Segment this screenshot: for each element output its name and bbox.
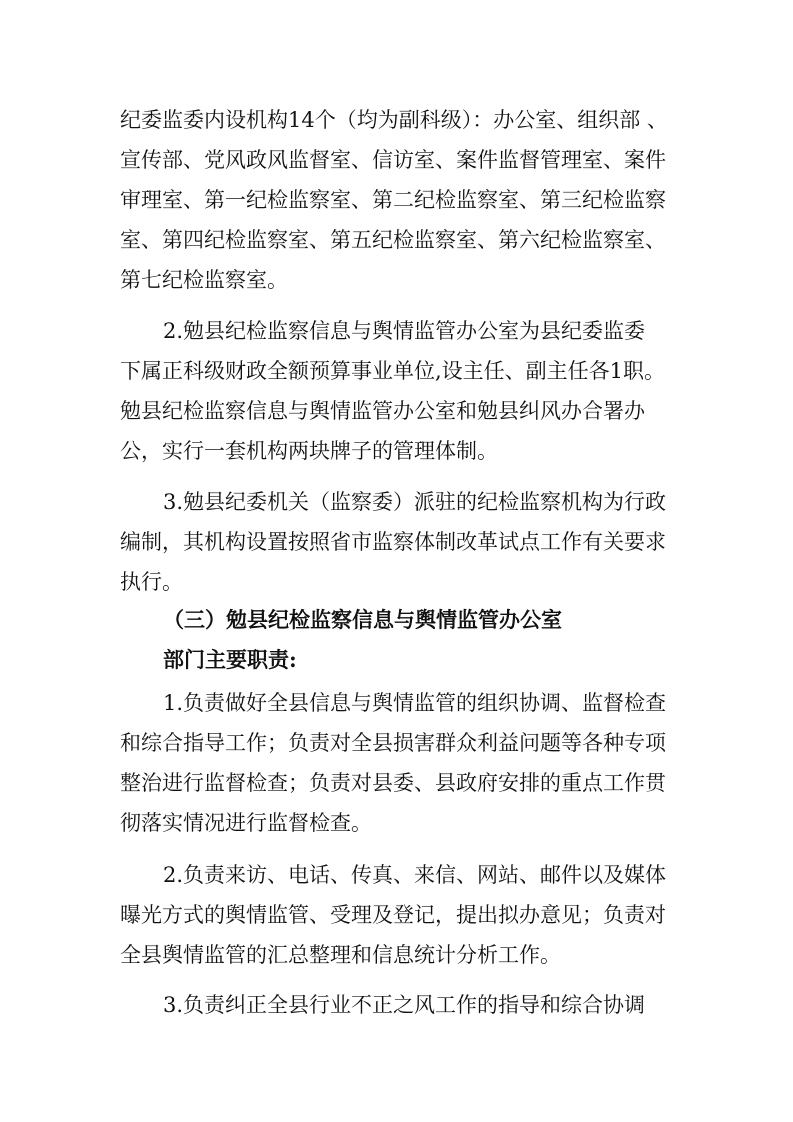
body-text-line: 执行。 xyxy=(120,570,183,594)
body-text-line: 彻落实情况进行监督检查。 xyxy=(120,811,372,835)
body-text-line: 第七纪检监察室。 xyxy=(120,268,288,292)
body-text-line: 宣传部、党风政风监督室、信访室、案件监督管理室、案件 xyxy=(120,148,666,172)
body-text-line: 编制，其机构设置按照省市监察体制改革试点工作有关要求 xyxy=(120,530,666,554)
body-text-line: 下属正科级财政全额预算事业单位,设主任、副主任各1职。 xyxy=(120,359,666,383)
body-text-line: 全县舆情监管的汇总整理和信息统计分析工作。 xyxy=(120,943,561,967)
body-text-line: 审理室、第一纪检监察室、第二纪检监察室、第三纪检监察 xyxy=(120,188,666,212)
body-text-line: 勉县纪检监察信息与舆情监管办公室和勉县纠风办合署办 xyxy=(120,399,645,423)
section-heading: （三）勉县纪检监察信息与舆情监管办公室 xyxy=(163,607,562,632)
body-text-line: 和综合指导工作；负责对全县损害群众利益问题等各种专项 xyxy=(120,731,666,755)
duty-3-line: 3.负责纠正全县行业不正之风工作的指导和综合协调 xyxy=(163,993,646,1017)
body-text-line: 公，实行一套机构两块牌子的管理体制。 xyxy=(120,439,498,463)
body-text-line: 室、第四纪检监察室、第五纪检监察室、第六纪检监察室、 xyxy=(120,228,666,252)
subsection-heading: 部门主要职责: xyxy=(163,647,297,672)
body-text-line: 曝光方式的舆情监管、受理及登记，提出拟办意见；负责对 xyxy=(120,903,666,927)
body-text-line: 整治进行监督检查；负责对县委、县政府安排的重点工作贯 xyxy=(120,771,666,795)
item-3-line: 3.勉县纪委机关（监察委）派驻的纪检监察机构为行政 xyxy=(163,490,667,514)
body-text-line: 纪委监委内设机构14个（均为副科级）：办公室、组织部 、 xyxy=(120,108,668,132)
duty-2-line: 2.负责来访、电话、传真、来信、网站、邮件以及媒体 xyxy=(163,863,667,887)
duty-1-line: 1.负责做好全县信息与舆情监管的组织协调、监督检查 xyxy=(163,691,667,715)
item-2-line: 2.勉县纪检监察信息与舆情监管办公室为县纪委监委 xyxy=(163,319,646,343)
